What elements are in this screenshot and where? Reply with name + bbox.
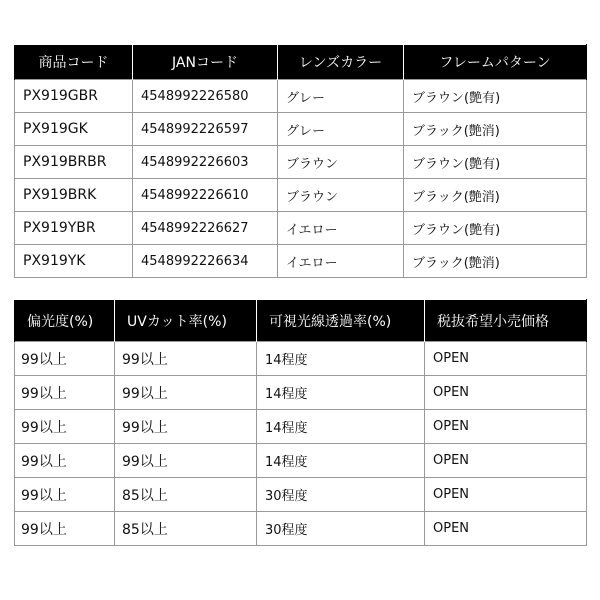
uv-cut-cell: 99以上 (115, 376, 257, 410)
frame-pattern-cell: ブラック(艶消) (404, 179, 587, 212)
table-row (15, 113, 587, 146)
jan-code-cell: 4548992226634 (133, 245, 278, 278)
table-row (15, 478, 587, 512)
uv-cut-cell: 99以上 (115, 444, 257, 478)
lens-color-cell: ブラウン (278, 179, 404, 212)
polarization-cell: 99以上 (15, 478, 115, 512)
transmittance-cell: 14程度 (257, 342, 425, 376)
optics-price-table (14, 299, 587, 546)
header-frame-pattern: フレームパターン (404, 45, 587, 80)
frame-pattern-cell: ブラック(艶消) (404, 113, 587, 146)
jan-code-cell: 4548992226603 (133, 146, 278, 179)
product-code-cell: PX919YBR (15, 212, 133, 245)
price-cell: OPEN (425, 478, 587, 512)
product-code-cell: PX919GK (15, 113, 133, 146)
transmittance-cell: 14程度 (257, 444, 425, 478)
uv-cut-cell: 99以上 (115, 342, 257, 376)
price-cell: OPEN (425, 376, 587, 410)
table-row (15, 179, 587, 212)
lens-color-cell: グレー (278, 113, 404, 146)
frame-pattern-cell: ブラウン(艶有) (404, 212, 587, 245)
polarization-cell: 99以上 (15, 342, 115, 376)
polarization-cell: 99以上 (15, 410, 115, 444)
uv-cut-cell: 85以上 (115, 512, 257, 546)
table-row (15, 376, 587, 410)
transmittance-cell: 30程度 (257, 478, 425, 512)
header-product-code: 商品コード (15, 45, 133, 80)
polarization-cell: 99以上 (15, 376, 115, 410)
table-row (15, 512, 587, 546)
product-code-table (14, 44, 587, 278)
jan-code-cell: 4548992226627 (133, 212, 278, 245)
price-cell: OPEN (425, 342, 587, 376)
product-table-header-row (15, 45, 587, 80)
jan-code-cell: 4548992226580 (133, 80, 278, 113)
product-code-cell: PX919YK (15, 245, 133, 278)
polarization-cell: 99以上 (15, 512, 115, 546)
header-lens-color: レンズカラー (278, 45, 404, 80)
jan-code-cell: 4548992226597 (133, 113, 278, 146)
table-row (15, 245, 587, 278)
header-visible-light-transmittance: 可視光線透過率(%) (257, 300, 425, 342)
header-retail-price: 税抜希望小売価格 (425, 300, 587, 342)
table-row (15, 410, 587, 444)
transmittance-cell: 30程度 (257, 512, 425, 546)
jan-code-cell: 4548992226610 (133, 179, 278, 212)
product-code-cell: PX919BRK (15, 179, 133, 212)
frame-pattern-cell: ブラウン(艶有) (404, 80, 587, 113)
optics-table-header-row (15, 300, 587, 342)
table-row (15, 444, 587, 478)
price-cell: OPEN (425, 512, 587, 546)
uv-cut-cell: 99以上 (115, 410, 257, 444)
polarization-cell: 99以上 (15, 444, 115, 478)
transmittance-cell: 14程度 (257, 376, 425, 410)
frame-pattern-cell: ブラック(艶消) (404, 245, 587, 278)
product-code-cell: PX919BRBR (15, 146, 133, 179)
table-row (15, 146, 587, 179)
lens-color-cell: イエロー (278, 245, 404, 278)
header-jan-code: JANコード (133, 45, 278, 80)
lens-color-cell: イエロー (278, 212, 404, 245)
lens-color-cell: グレー (278, 80, 404, 113)
transmittance-cell: 14程度 (257, 410, 425, 444)
frame-pattern-cell: ブラウン(艶有) (404, 146, 587, 179)
product-code-cell: PX919GBR (15, 80, 133, 113)
lens-color-cell: ブラウン (278, 146, 404, 179)
price-cell: OPEN (425, 444, 587, 478)
table-row (15, 212, 587, 245)
table-row (15, 342, 587, 376)
header-uv-cut-rate: UVカット率(%) (115, 300, 257, 342)
price-cell: OPEN (425, 410, 587, 444)
header-polarization: 偏光度(%) (15, 300, 115, 342)
table-row (15, 80, 587, 113)
uv-cut-cell: 85以上 (115, 478, 257, 512)
